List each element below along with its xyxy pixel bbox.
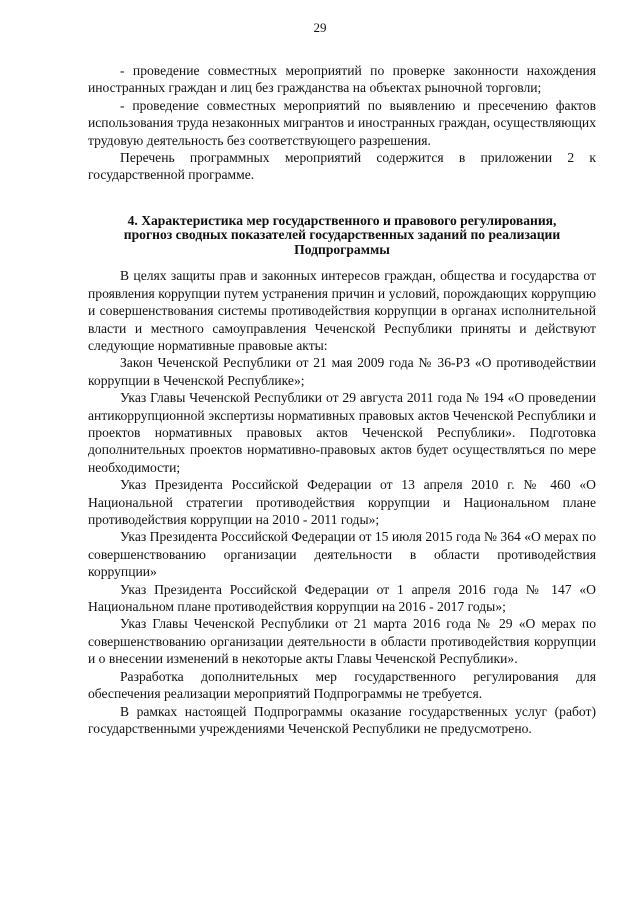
body-paragraph-7: Указ Главы Чеченской Республики от 21 марта 2016 года № 29 «О мерах по совершенствованию организации деятельности в области противодействия коррупции и о внесении изменений в некоторые акты Главы Чеченской Республики».	[88, 616, 596, 667]
intro-paragraph-1: - проведение совместных мероприятий по проверке законности нахождения иностранных граждан и лиц без гражданства на объектах рыночной торговли;	[88, 63, 596, 96]
body-paragraph-2: Закон Чеченской Республики от 21 мая 2009 года № 36-РЗ «О противодействии коррупции в Чеченской Республике»;	[88, 355, 596, 388]
section-heading	[88, 214, 596, 258]
body-paragraph-1: В целях защиты прав и законных интересов граждан, общества и государства от проявления коррупции путем устранения причин и условий, порождающих коррупцию и совершенствования системы противодействия коррупции в органах исполнительной власти и местного самоуправления Чеченской Республики приняты и действуют следующие нормативные правовые акты:	[88, 268, 596, 353]
body-paragraph-5: Указ Президента Российской Федерации от 15 июля 2015 года № 364 «О мерах по совершенствованию организации деятельности в области противодействия коррупции»	[88, 529, 596, 580]
body-paragraph-3: Указ Главы Чеченской Республики от 29 августа 2011 года № 194 «О проведении антикоррупционной экспертизы нормативных правовых актов Чеченской Республики и проектов нормативных правовых актов Чеченской Республики». Подготовка дополнительных проектов нормативно-правовых актов будет осуществляться по мере необходимости;	[88, 390, 596, 475]
section-heading-line-2: прогноз сводных показателей государственных заданий по реализации	[123, 227, 561, 243]
section-heading-line-3: Подпрограммы	[294, 241, 390, 257]
section-heading-line-1: 4. Характеристика мер государственного и правового регулирования,	[127, 212, 557, 228]
intro-paragraph-3: Перечень программных мероприятий содержится в приложении 2 к государственной программе.	[88, 150, 596, 183]
intro-paragraph-2: - проведение совместных мероприятий по выявлению и пресечению фактов использования труда незаконных мигрантов и иностранных граждан, осуществляющих трудовую деятельность без соответствующего разрешения.	[88, 97, 596, 148]
page-content	[88, 62, 596, 737]
body-paragraph-9: В рамках настоящей Подпрограммы оказание государственных услуг (работ) государственными учреждениями Чеченской Республики не предусмотрено.	[88, 703, 596, 736]
body-paragraph-6: Указ Президента Российской Федерации от 1 апреля 2016 года № 147 «О Национальном плане противодействия коррупции на 2016 - 2017 годы»;	[88, 581, 596, 615]
body-paragraph-4: Указ Президента Российской Федерации от 13 апреля 2010 г. № 460 «О Национальной стратегии противодействия коррупции и Национальном плане противодействия коррупции на 2010 - 2011 годы»;	[88, 477, 596, 528]
body-paragraph-8: Разработка дополнительных мер государственного регулирования для обеспечения реализации мероприятий Подпрограммы не требуется.	[88, 668, 596, 702]
page-number: 29	[313, 20, 327, 35]
